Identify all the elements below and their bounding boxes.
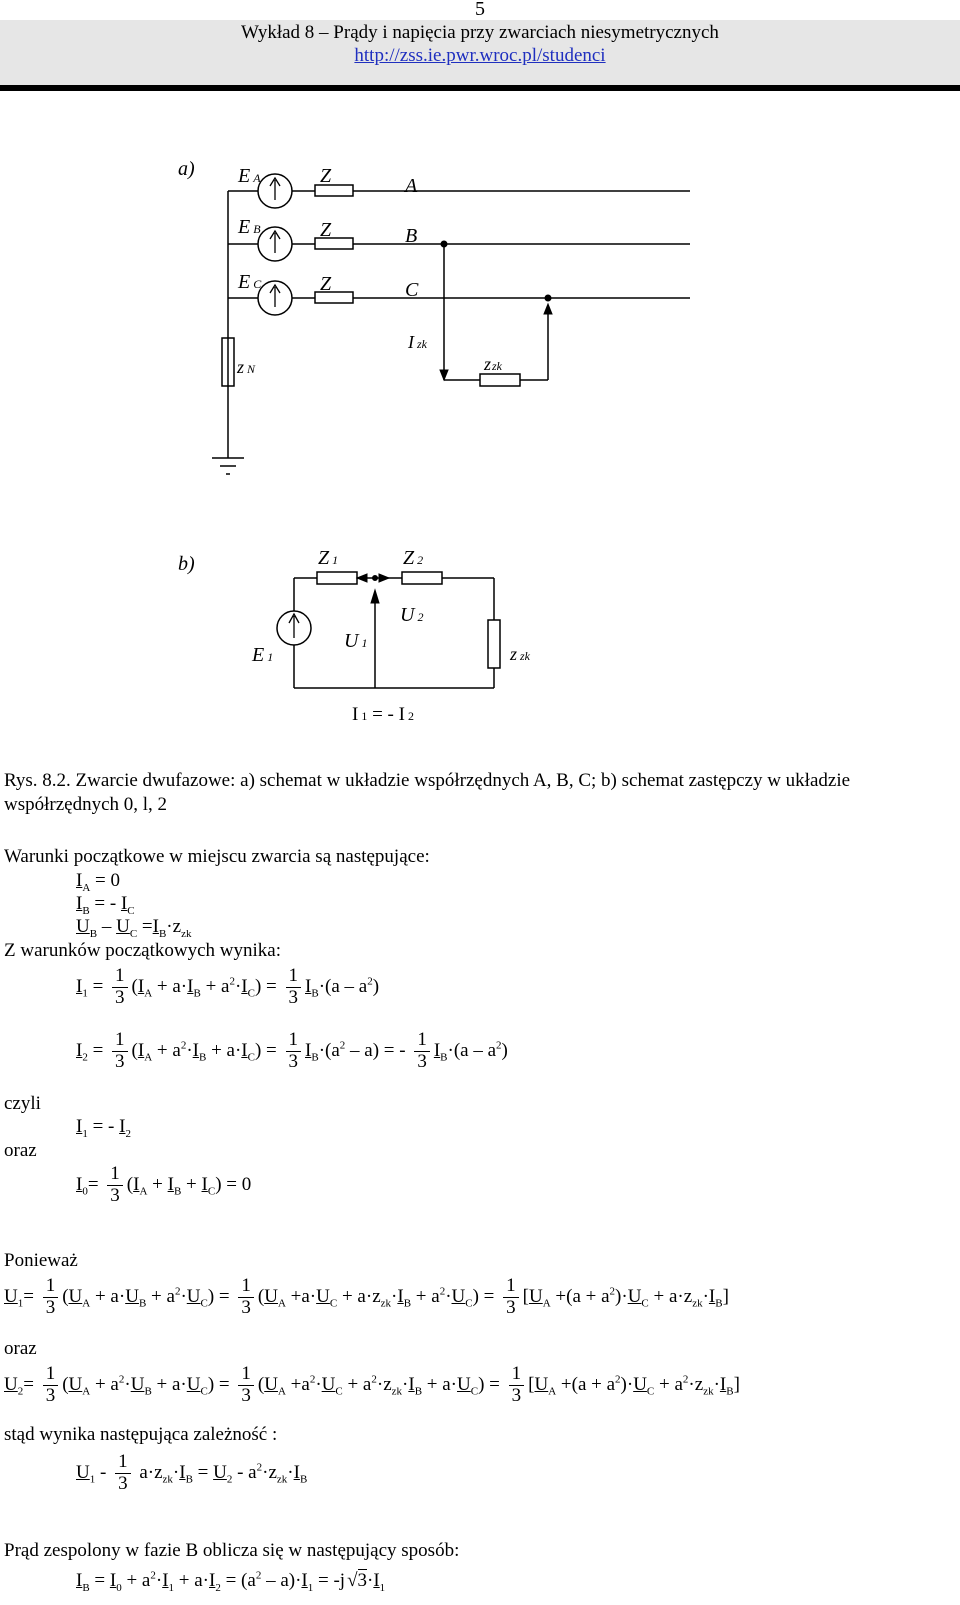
figure-b-relation: I 1 = - I 2 bbox=[352, 704, 414, 725]
header-divider bbox=[0, 85, 960, 91]
svg-text:B: B bbox=[405, 225, 418, 247]
page-number: 5 bbox=[475, 0, 485, 20]
svg-text:Izk: I zk bbox=[408, 332, 427, 352]
label-oraz-2: oraz bbox=[4, 1338, 37, 1359]
figure-caption-line2: współrzędnych 0, l, 2 bbox=[4, 794, 168, 815]
label-stad: stąd wynika następująca zależność : bbox=[4, 1424, 278, 1445]
figure-caption-line1: Rys. 8.2. Zwarcie dwufazowe: a) schemat w układzie współrzędnych A, B, C; b) schemat zastępczy w układzie bbox=[4, 770, 851, 791]
page-header bbox=[0, 20, 960, 88]
svg-text:zzk: zzk bbox=[484, 354, 503, 374]
label-czyli: czyli bbox=[4, 1093, 41, 1114]
equation-ib: $I_B = I_0 + a^2\cdot I_1 + a\cdot I_2 = (a^2 - a)\cdot I_1 = -j$ $√3\cdot I_1$ bbox=[76, 1569, 386, 1594]
svg-text:Z: Z bbox=[320, 219, 332, 241]
svg-text:Z: Z bbox=[320, 165, 332, 187]
equation-i0: $I_0=$ $\frac{1}{3}$ $(I_A + I_B + I_C) = 0$ bbox=[76, 1163, 252, 1206]
svg-text:A: A bbox=[405, 175, 418, 197]
svg-text:E1: E 1 bbox=[252, 644, 274, 666]
equation-u2: $U_2=$ $\frac{1}{3}$ $(U_A + a^2\cdot U_B + a\cdot U_C)$ = $\frac{1}{3}$ $(U_A +a^2\cdot U_C + a^2\cdot z_{zk}\cdot I_B + a\cdot U_C)$ = $\frac{1}{3}$ $[U_A +(a + a^2)\cdot U_C + a^2\cdot z_{zk}\cdot I_B]$ bbox=[4, 1363, 740, 1406]
from-conditions: Z warunków początkowych wynika: bbox=[4, 940, 282, 961]
header-link[interactable]: http://zss.ie.pwr.wroc.pl/studenci bbox=[354, 45, 606, 66]
condition-ubc: $U_B - U_C =I_B\cdot z_{zk}$ bbox=[76, 916, 192, 940]
equation-i1-i2: $I_1$ = - $I_2$ bbox=[76, 1116, 131, 1140]
figure-b-label: b) bbox=[178, 553, 195, 575]
equation-u1-u2: $U_1$ - $\frac{1}{3}$ $a\cdot z_{zk}\cdot I_B = U_2 - a^2\cdot z_{zk}\cdot I_B$ bbox=[76, 1451, 308, 1494]
svg-text:U1: U 1 bbox=[344, 630, 368, 652]
svg-text:Z1: Z 1 bbox=[318, 547, 339, 569]
svg-text:EB: E B bbox=[238, 216, 261, 238]
equation-u1: $U_1=$ $\frac{1}{3}$ $(U_A + a\cdot U_B + a^2\cdot U_C)$ = $\frac{1}{3}$ $(U_A +a\cdot U_C + a\cdot z_{zk}\cdot I_B + a^2\cdot U_C)$ = $\frac{1}{3}$ $[U_A +(a + a^2)\cdot U_C + a\cdot z_{zk}\cdot I_B]$ bbox=[4, 1275, 729, 1318]
condition-ia: $I_A = 0$ bbox=[76, 870, 120, 894]
svg-text:Z2: Z 2 bbox=[403, 547, 424, 569]
label-prad: Prąd zespolony w fazie B oblicza się w następujący sposób: bbox=[4, 1540, 460, 1561]
figure-b-circuit bbox=[0, 540, 960, 730]
figure-a-circuit bbox=[0, 150, 960, 490]
svg-text:U2: U 2 bbox=[400, 604, 424, 626]
svg-text:C: C bbox=[405, 279, 419, 301]
header-title: Wykład 8 – Prądy i napięcia przy zwarciach niesymetrycznych bbox=[241, 22, 719, 43]
svg-text:zN: z N bbox=[237, 357, 256, 377]
label-oraz-1: oraz bbox=[4, 1140, 37, 1161]
svg-text:EC: E C bbox=[238, 271, 262, 293]
condition-ib: $I_B$ = - $I_C$ bbox=[76, 893, 135, 917]
equation-i1: $I_1$ = $\frac{1}{3}$ $(I_A + a\cdot I_B + a^2\cdot I_C)$ = $\frac{1}{3}$ $I_B\cdot(a - a^2)$ bbox=[76, 965, 380, 1008]
label-poniewaz: Ponieważ bbox=[4, 1250, 78, 1271]
svg-text:Z: Z bbox=[320, 273, 332, 295]
svg-text:zzk: z zk bbox=[510, 644, 531, 664]
figure-a-label: a) bbox=[178, 158, 195, 180]
svg-text:EA: E A bbox=[238, 165, 261, 187]
conditions-intro: Warunki początkowe w miejscu zwarcia są następujące: bbox=[4, 846, 430, 867]
equation-i2: $I_2$ = $\frac{1}{3}$ $(I_A + a^2\cdot I_B + a\cdot I_C)$ = $\frac{1}{3}$ $I_B\cdot(a^2 - a)$ = - $\frac{1}{3}$ $I_B\cdot(a - a^2)$ bbox=[76, 1029, 508, 1072]
